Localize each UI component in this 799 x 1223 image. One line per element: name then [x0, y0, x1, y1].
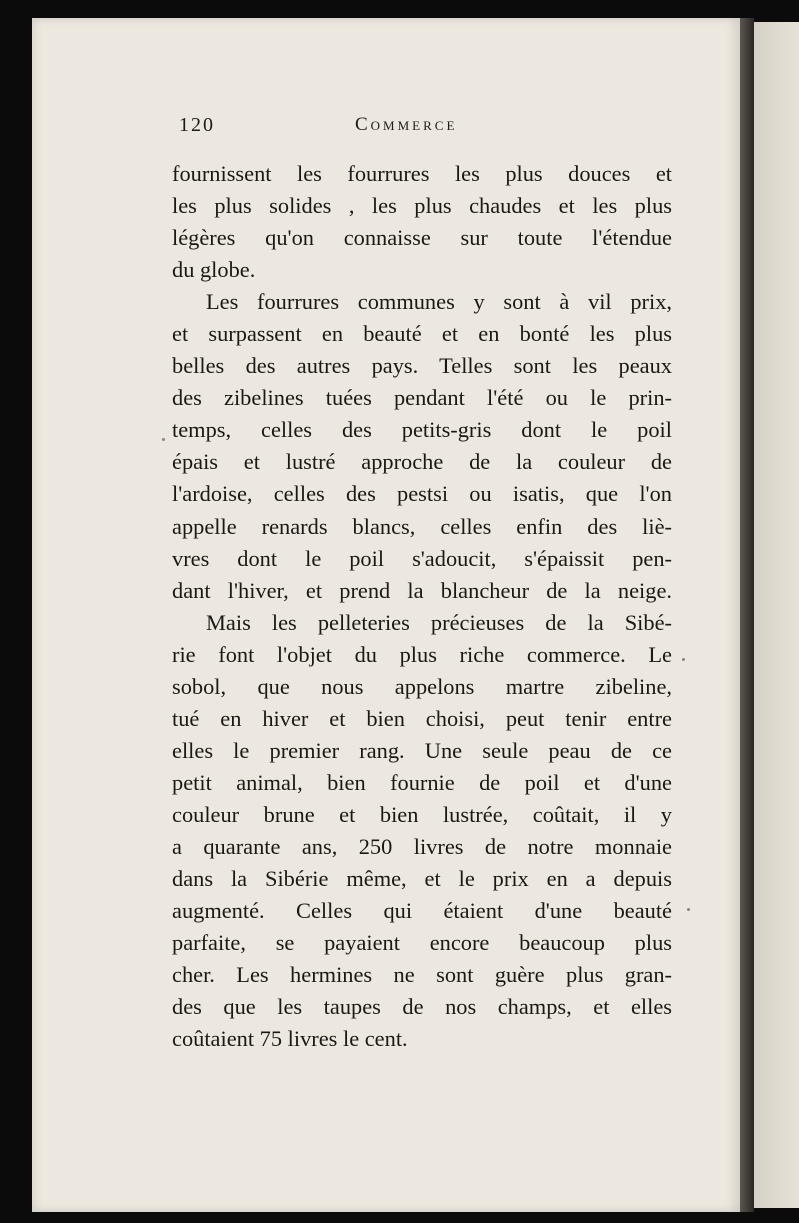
paper-speck [687, 908, 690, 911]
facing-page-edge [754, 22, 799, 1208]
text-line: a quarante ans, 250 livres de notre monnaie [172, 833, 672, 859]
text-line: coûtaient 75 livres le cent. [172, 1026, 408, 1052]
text-line: l'ardoise, celles des pestsi ou isatis, que l'on [172, 481, 672, 507]
text-line: elles le premier rang. Une seule peau de ce [172, 737, 672, 763]
text-line: tué en hiver et bien choisi, peut tenir entre [172, 705, 672, 731]
text-line: parfaite, se payaient encore beaucoup plus [172, 930, 672, 956]
text-line: épais et lustré approche de la couleur de [172, 449, 672, 475]
text-line: augmenté. Celles qui étaient d'une beauté [172, 898, 672, 924]
section-title: Commerce [355, 114, 458, 135]
text-line: légères qu'on connaisse sur toute l'étendue [172, 225, 672, 251]
text-line: Mais les pelleteries précieuses de la Sibé- [206, 609, 672, 635]
text-line: et surpassent en beauté et en bonté les plus [172, 321, 672, 347]
paper-speck [162, 438, 165, 441]
book-gutter [740, 18, 754, 1212]
book-page [32, 18, 740, 1212]
text-line: dant l'hiver, et prend la blancheur de la neige. [172, 577, 672, 603]
text-line: les plus solides , les plus chaudes et les plus [172, 193, 672, 219]
page-number: 120 [179, 114, 215, 136]
text-line: temps, celles des petits-gris dont le poil [172, 417, 672, 443]
text-line: du globe. [172, 257, 256, 283]
text-line: sobol, que nous appelons martre zibeline, [172, 673, 672, 699]
text-line: dans la Sibérie même, et le prix en a depuis [172, 866, 672, 892]
text-line: rie font l'objet du plus riche commerce. Le [172, 641, 672, 667]
text-line: belles des autres pays. Telles sont les peaux [172, 353, 672, 379]
text-line: appelle renards blancs, celles enfin des liè- [172, 513, 672, 539]
text-line: des que les taupes de nos champs, et elles [172, 994, 672, 1020]
paper-speck [682, 658, 685, 661]
text-line: vres dont le poil s'adoucit, s'épaissit pen- [172, 545, 672, 571]
text-line: fournissent les fourrures les plus douces et [172, 161, 672, 186]
text-line: Les fourrures communes y sont à vil prix, [206, 289, 672, 315]
text-line: cher. Les hermines ne sont guère plus gran- [172, 962, 672, 988]
text-line: petit animal, bien fournie de poil et d'une [172, 769, 672, 795]
text-line: des zibelines tuées pendant l'été ou le prin- [172, 385, 672, 411]
running-head [32, 114, 740, 144]
text-line: couleur brune et bien lustrée, coûtait, il y [172, 801, 672, 827]
body-text [172, 158, 672, 1055]
